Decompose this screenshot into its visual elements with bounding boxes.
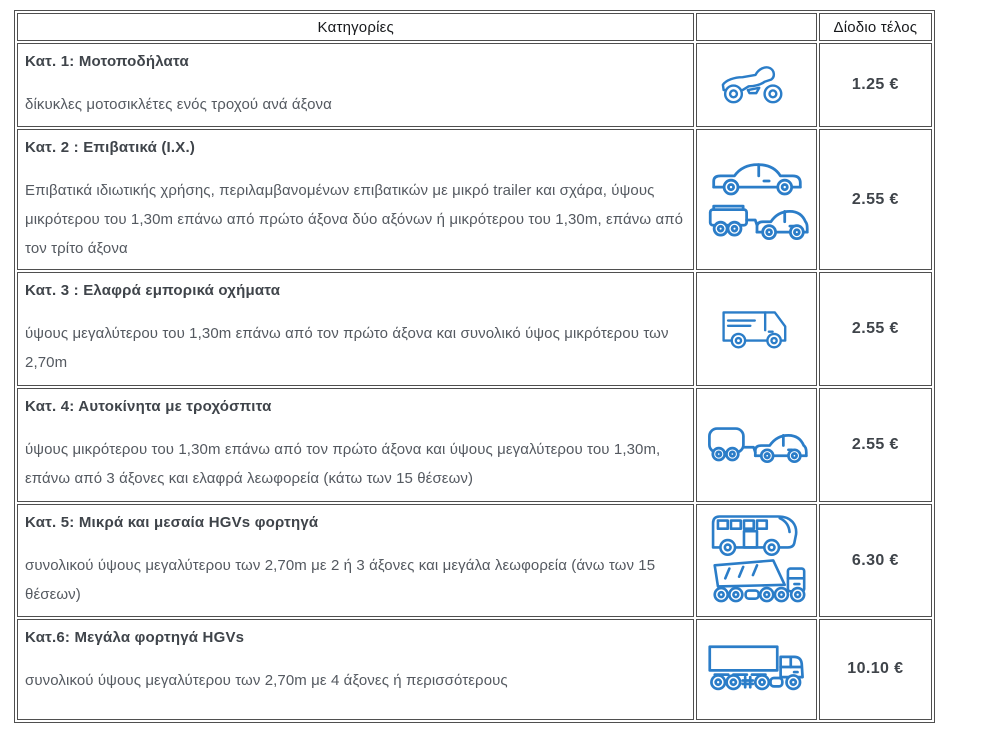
category-title: Κατ. 1: Μοτοποδήλατα	[25, 53, 189, 70]
toll-price: 2.55 €	[819, 272, 932, 386]
semi-trailer-truck-icon	[706, 640, 808, 694]
category-title: Κατ.6: Μεγάλα φορτηγά HGVs	[25, 628, 245, 646]
category-description: δίκυκλες μοτοσικλέτες ενός τροχού ανά άξονα	[25, 96, 332, 113]
car-with-caravan-icon	[706, 418, 808, 468]
table-row-cat-3	[17, 272, 932, 386]
category-description: Επιβατικά ιδιωτικής χρήσης, περιλαμβανομένων επιβατικών με μικρό trailer και σχάρα, ύψους μικρότερου του 1,30m επάνω από πρώτο άξονα δύο αξόνων ή μικρότερου του 1,30m, επάνω από τον τρίτο άξονα	[25, 182, 684, 257]
toll-price: 2.55 €	[819, 388, 932, 502]
category-6-icon-cell	[696, 619, 816, 720]
toll-price: 6.30 €	[819, 504, 932, 617]
category-title: Κατ. 3 : Ελαφρά εμπορικά οχήματα	[25, 282, 281, 300]
category-6-cell	[17, 619, 694, 720]
header-icon-column	[696, 13, 816, 41]
table-row-cat-6	[17, 619, 932, 720]
category-5-icon-cell	[696, 504, 816, 617]
bus-and-dump-truck-icon	[708, 510, 806, 606]
table-row-cat-5	[17, 504, 932, 617]
header-toll: Δίοδιο τέλος	[819, 13, 932, 41]
category-1-icon-cell	[696, 43, 816, 127]
category-title: Κατ. 2 : Επιβατικά (Ι.Χ.)	[25, 139, 196, 156]
header-categories: Κατηγορίες	[17, 13, 694, 41]
table-row-cat-4	[17, 388, 932, 502]
table-row-cat-1	[17, 43, 932, 127]
toll-categories-table	[14, 10, 935, 723]
category-description: ύψους μεγαλύτερου του 1,30m επάνω από τον πρώτο άξονα και συνολικό ύψος μικρότερου των 2,70m	[25, 325, 669, 372]
table-header-row	[17, 13, 932, 41]
car-and-car-with-trailer-icon	[705, 149, 809, 246]
toll-price: 10.10 €	[819, 619, 932, 720]
category-3-icon-cell	[696, 272, 816, 386]
van-icon	[716, 302, 798, 351]
category-description: ύψους μικρότερου του 1,30m επάνω από τον πρώτο άξονα και ύψους μεγαλύτερου του 1,30m, επάνω από 3 άξονες και ελαφρά λεωφορεία (κάτω των 15 θέσεων)	[25, 441, 661, 488]
category-description: συνολικού ύψους μεγαλύτερου των 2,70m με 4 άξονες ή περισσότερους	[25, 671, 508, 689]
table-row-cat-2	[17, 129, 932, 270]
category-title: Κατ. 5: Μικρά και μεσαία HGVs φορτηγά	[25, 514, 319, 532]
category-5-cell	[17, 504, 694, 617]
category-2-cell	[17, 129, 694, 270]
category-4-cell	[17, 388, 694, 502]
category-1-cell	[17, 43, 694, 127]
category-4-icon-cell	[696, 388, 816, 502]
category-title: Κατ. 4: Αυτοκίνητα με τροχόσπιτα	[25, 398, 272, 416]
motorcycle-icon	[719, 59, 795, 106]
category-3-cell	[17, 272, 694, 386]
toll-price: 1.25 €	[819, 43, 932, 127]
toll-price: 2.55 €	[819, 129, 932, 270]
category-description: συνολικού ύψους μεγαλύτερου των 2,70m με 2 ή 3 άξονες και μεγάλα λεωφορεία (άνω των 15 θέσεων)	[25, 557, 656, 604]
category-2-icon-cell	[696, 129, 816, 270]
